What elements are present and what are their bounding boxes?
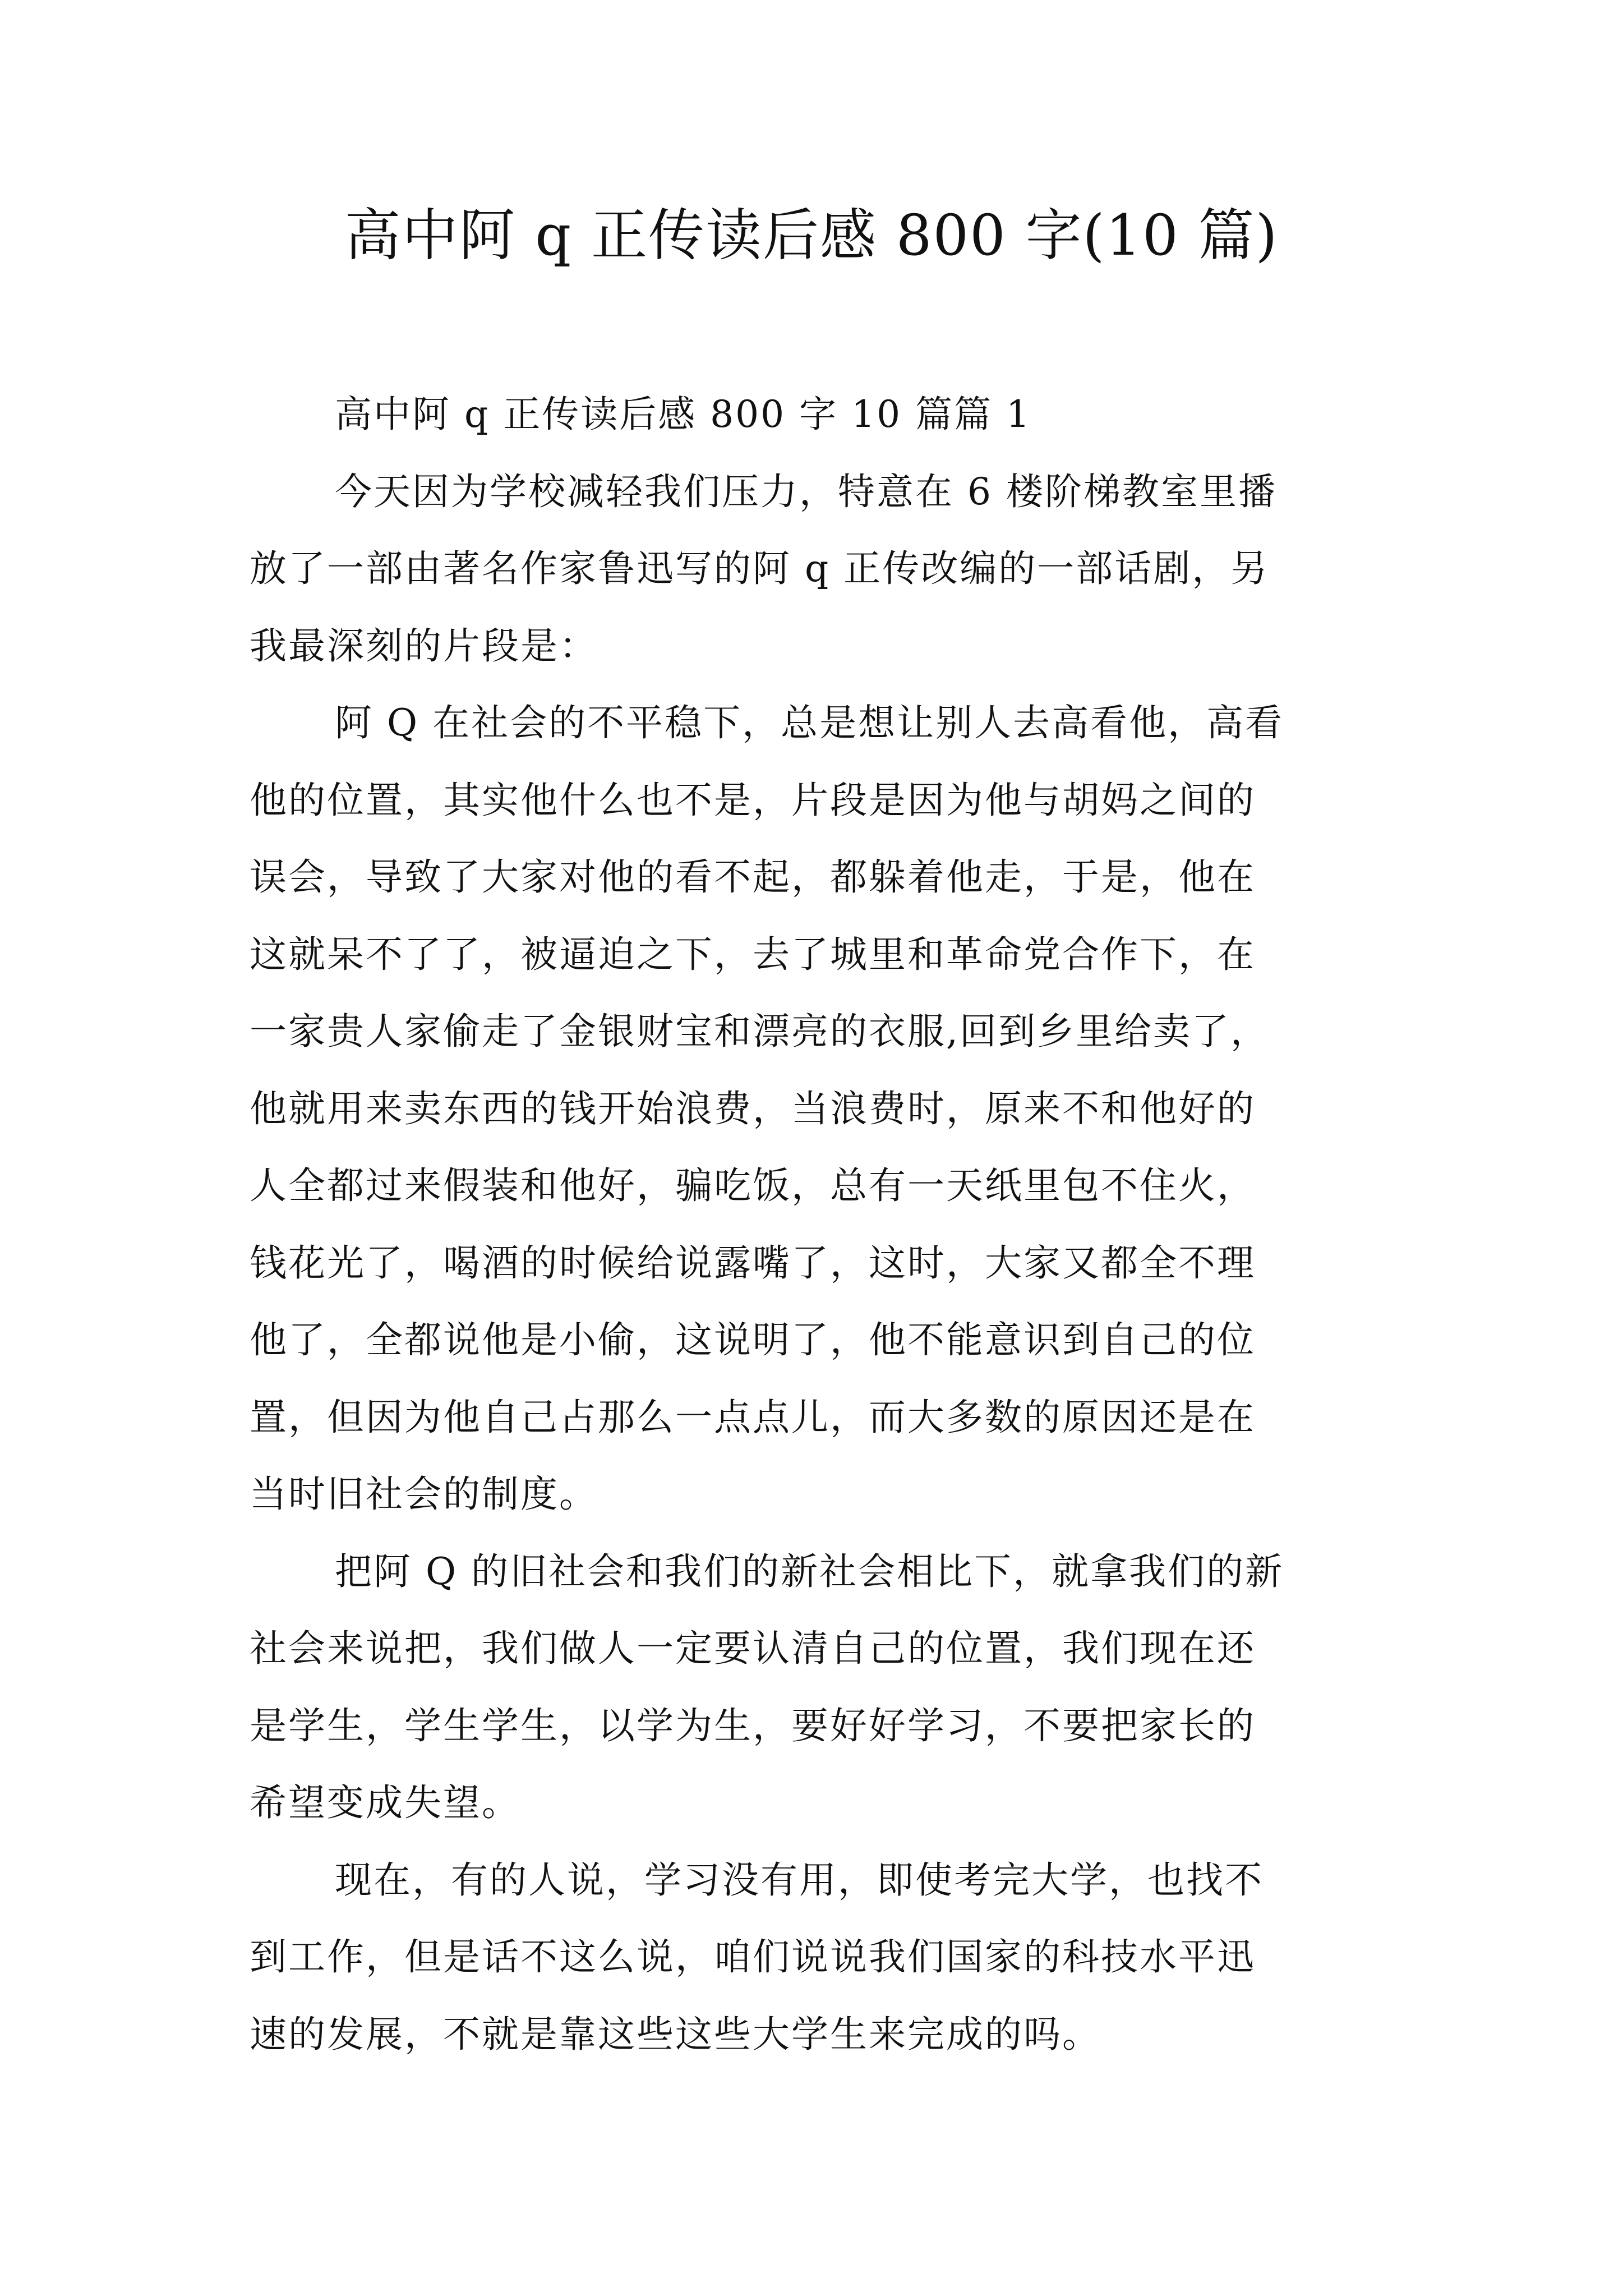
text-line: 他了，全都说他是小偷，这说明了，他不能意识到自己的位 [250, 1318, 1256, 1361]
text-line: 置，但因为他自己占那么一点点儿，而大多数的原因还是在 [250, 1395, 1256, 1439]
text-line: 这就呆不了了，被逼迫之下，去了城里和革命党合作下，在 [250, 932, 1256, 976]
text-line: 一家贵人家偷走了金银财宝和漂亮的衣服,回到乡里给卖了， [250, 1010, 1269, 1053]
text-line: 社会来说把，我们做人一定要认清自己的位置，我们现在还 [250, 1627, 1256, 1670]
text-line: 钱花光了，喝酒的时候给说露嘴了，这时，大家又都全不理 [250, 1241, 1256, 1285]
text-line: 他的位置，其实他什么也不是，片段是因为他与胡妈之间的 [250, 778, 1256, 822]
text-line: 高中阿 q 正传读后感 800 字 10 篇篇 1 [335, 393, 1032, 436]
text-line: 到工作，但是话不这么说，咱们说说我们国家的科技水平迅 [250, 1935, 1256, 1978]
text-line: 今天因为学校减轻我们压力，特意在 6 楼阶梯教室里播 [335, 470, 1277, 513]
text-line: 误会，导致了大家对他的看不起，都躲着他走，于是，他在 [250, 855, 1256, 899]
text-line: 他就用来卖东西的钱开始浪费，当浪费时，原来不和他好的 [250, 1087, 1256, 1130]
text-line: 现在，有的人说，学习没有用，即使考完大学，也找不 [335, 1858, 1264, 1902]
text-line: 放了一部由著名作家鲁迅写的阿 q 正传改编的一部话剧，另 [250, 547, 1270, 590]
text-line: 阿 Q 在社会的不平稳下，总是想让别人去高看他，高看 [335, 701, 1284, 744]
text-line: 希望变成失望。 [250, 1781, 520, 1824]
text-line: 我最深刻的片段是： [250, 624, 598, 668]
text-line: 速的发展，不就是靠这些这些大学生来完成的吗。 [250, 2012, 1101, 2056]
text-line: 是学生，学生学生，以学为生，要好好学习，不要把家长的 [250, 1704, 1256, 1747]
text-line: 当时旧社会的制度。 [250, 1473, 598, 1516]
text-line: 把阿 Q 的旧社会和我们的新社会相比下，就拿我们的新 [335, 1549, 1284, 1593]
document-title: 高中阿 q 正传读后感 800 字(10 篇) [344, 203, 1279, 268]
document-body [250, 376, 1399, 2073]
text-line: 人全都过来假装和他好，骗吃饭，总有一天纸里包不住火， [250, 1164, 1256, 1207]
